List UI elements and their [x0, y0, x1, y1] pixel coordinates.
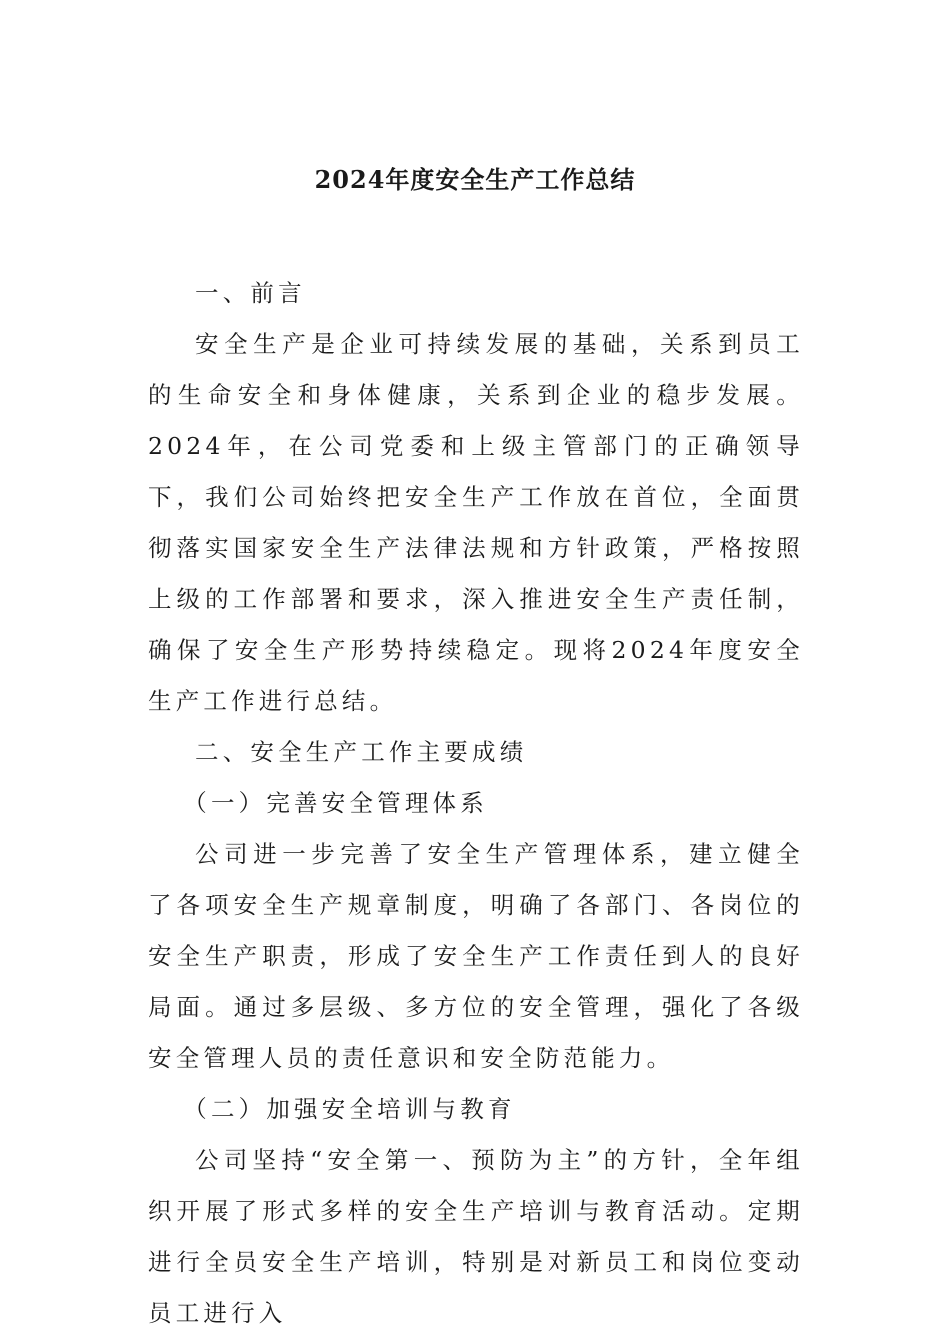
- section-heading-achievements: 二、安全生产工作主要成绩: [195, 738, 528, 766]
- document-title: 2024年度安全生产工作总结: [314, 165, 636, 194]
- subheading-management-system: （一）完善安全管理体系: [183, 789, 488, 817]
- paragraph-training: 公司坚持“安全第一、预防为主”的方针，全年组织开展了形式多样的安全生产培训与教育活动。定期进行全员安全生产培训，特别是对新员工和岗位变动员工进行入: [148, 1146, 804, 1327]
- subheading-training: （二）加强安全培训与教育: [183, 1095, 516, 1123]
- paragraph-preface: 安全生产是企业可持续发展的基础，关系到员工的生命安全和身体健康，关系到企业的稳步发展。2024年，在公司党委和上级主管部门的正确领导下，我们公司始终把安全生产工作放在首位，全面贯彻落实国家安全生产法律法规和方针政策，严格按照上级的工作部署和要求，深入推进安全生产责任制，确保了安全生产形势持续稳定。现将2024年度安全生产工作进行总结。: [148, 330, 804, 715]
- paragraph-management-system: 公司进一步完善了安全生产管理体系，建立健全了各项安全生产规章制度，明确了各部门、各岗位的安全生产职责，形成了安全生产工作责任到人的良好局面。通过多层级、多方位的安全管理，强化了各级安全管理人员的责任意识和安全防范能力。: [148, 840, 804, 1072]
- document-body: [148, 268, 804, 1339]
- section-heading-preface: 一、前言: [195, 279, 306, 307]
